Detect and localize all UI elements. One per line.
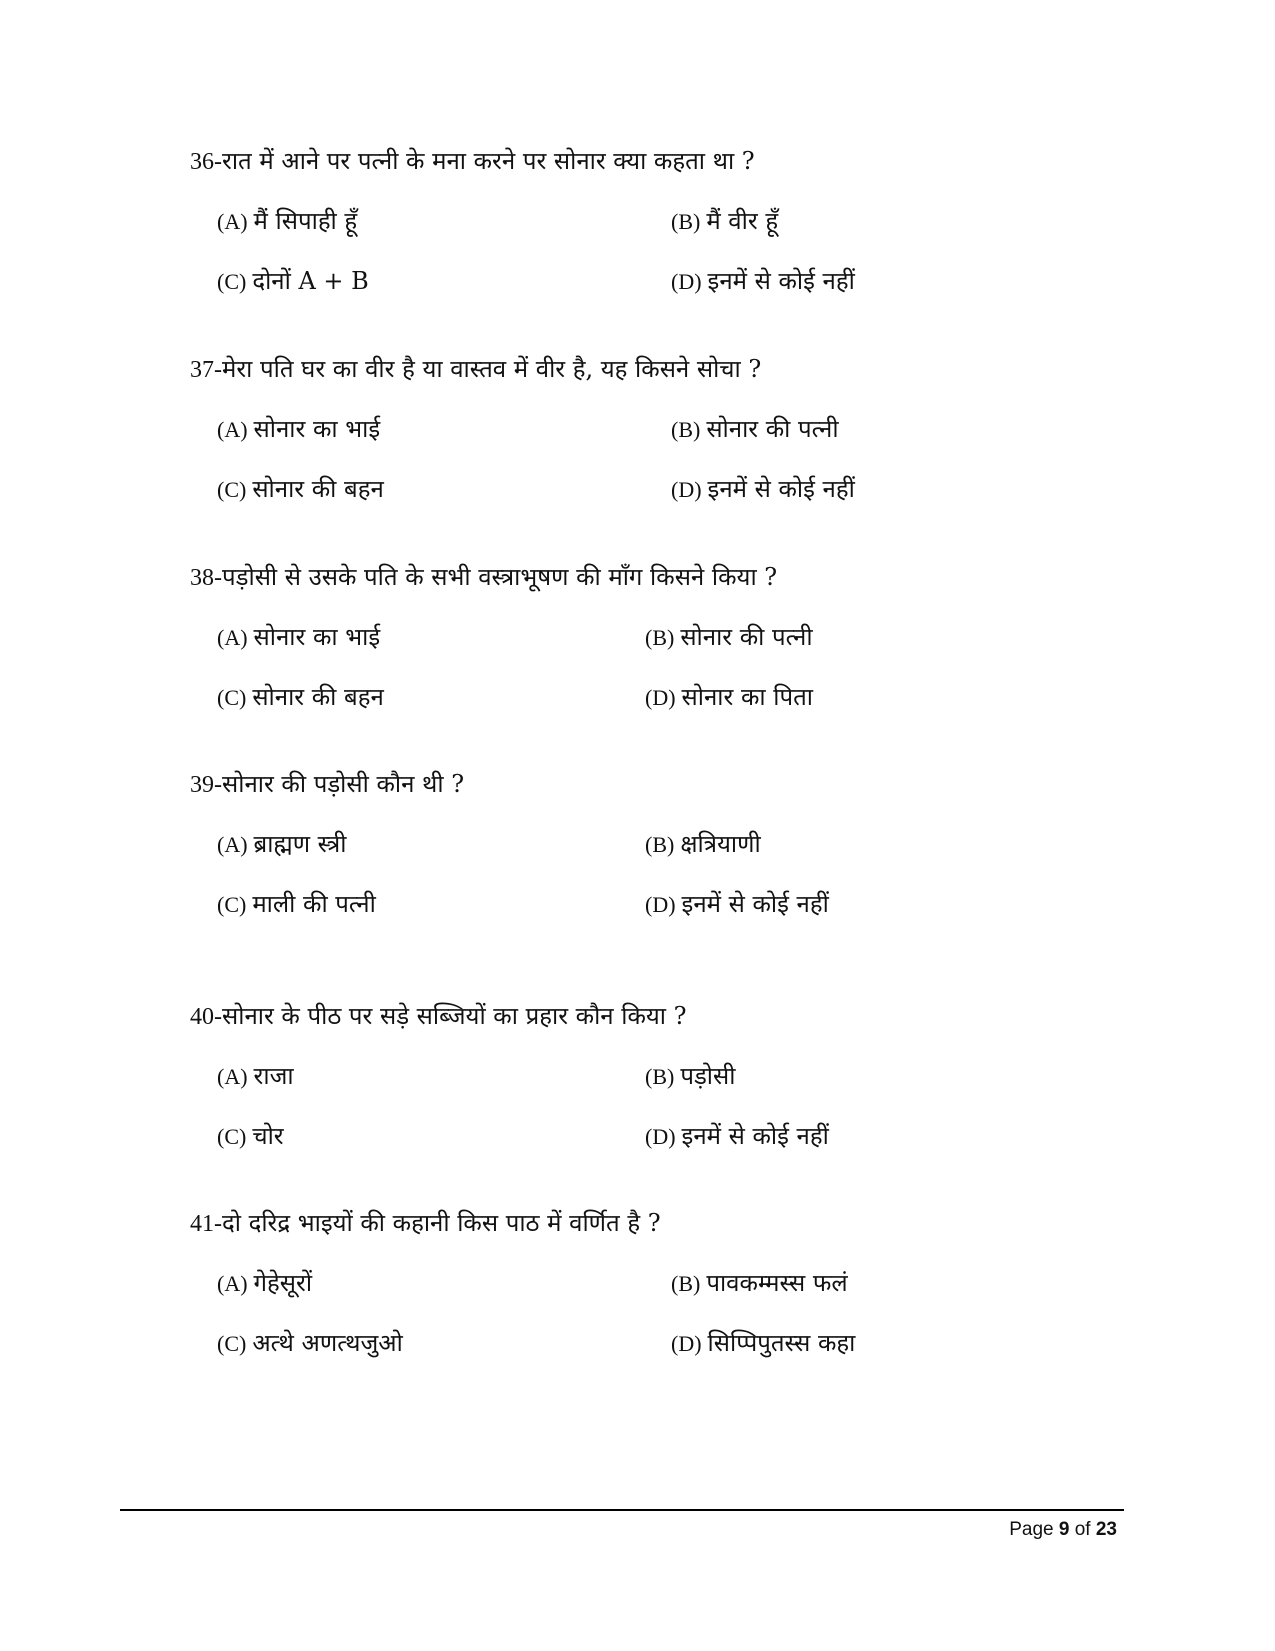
page-prefix: Page	[1009, 1519, 1059, 1540]
option-a	[217, 621, 380, 654]
option-text: गेहेसूरों	[253, 1269, 313, 1297]
option-mark: (A)	[217, 1064, 248, 1089]
option-mark: (D)	[671, 477, 702, 502]
option-mark: (C)	[217, 269, 247, 294]
option-text: मैं वीर हूँ	[706, 207, 779, 235]
option-c	[217, 1120, 284, 1153]
option-text: मैं सिपाही हूँ	[253, 207, 358, 235]
question-text	[190, 145, 755, 178]
option-text: दोनों A + B	[252, 267, 369, 295]
question-number: 40-	[190, 1004, 222, 1030]
option-mark: (B)	[671, 209, 701, 234]
question-body: रात में आने पर पत्नी के मना करने पर सोनार क्या कहता था ?	[222, 147, 755, 175]
option-text: सोनार की पत्नी	[680, 623, 813, 651]
option-text: ब्राह्मण स्त्री	[253, 830, 347, 858]
option-a	[217, 413, 380, 446]
question-number: 37-	[190, 357, 222, 383]
option-mark: (A)	[217, 832, 248, 857]
option-mark: (C)	[217, 892, 247, 917]
option-a	[217, 1060, 294, 1093]
question-text	[190, 1207, 661, 1240]
option-b	[645, 621, 813, 654]
question-body: मेरा पति घर का वीर है या वास्तव में वीर है, यह किसने सोचा ?	[222, 355, 762, 383]
page-number	[1009, 1517, 1117, 1543]
option-text: राजा	[253, 1062, 294, 1090]
option-text: सोनार का भाई	[253, 415, 381, 443]
question-number: 39-	[190, 772, 222, 798]
option-a	[217, 828, 346, 861]
option-text: पावकम्मस्स फलं	[706, 1269, 848, 1297]
option-mark: (B)	[671, 417, 701, 442]
option-mark: (A)	[217, 209, 248, 234]
total-pages: 23	[1095, 1519, 1117, 1540]
question-body: पड़ोसी से उसके पति के सभी वस्त्राभूषण की माँग किसने किया ?	[222, 563, 778, 591]
option-mark: (D)	[645, 1124, 676, 1149]
option-text: अत्थे अणत्थजुओ	[252, 1329, 403, 1357]
option-mark: (C)	[217, 1124, 247, 1149]
question-number: 41-	[190, 1211, 222, 1237]
option-mark: (B)	[645, 1064, 675, 1089]
question-text	[190, 1000, 687, 1033]
option-mark: (D)	[645, 892, 676, 917]
question-text	[190, 353, 761, 386]
question-number: 38-	[190, 565, 222, 591]
option-text: माली की पत्नी	[252, 890, 376, 918]
option-d	[645, 1120, 829, 1153]
option-mark: (B)	[645, 625, 675, 650]
option-d	[645, 888, 829, 921]
option-d	[645, 681, 813, 714]
option-mark: (C)	[217, 685, 247, 710]
option-mark: (A)	[217, 1271, 248, 1296]
option-d	[671, 265, 855, 298]
option-d	[671, 473, 855, 506]
option-text: सोनार की बहन	[252, 683, 384, 711]
option-mark: (B)	[645, 832, 675, 857]
option-b	[645, 1060, 735, 1093]
question-body: सोनार की पड़ोसी कौन थी ?	[222, 770, 465, 798]
option-text: पड़ोसी	[680, 1062, 736, 1090]
question-text	[190, 768, 464, 801]
option-mark: (D)	[671, 269, 702, 294]
option-b	[645, 828, 761, 861]
option-c	[217, 1327, 403, 1360]
question-text	[190, 561, 777, 594]
page-middle: of	[1069, 1519, 1096, 1540]
option-a	[217, 1267, 312, 1300]
current-page: 9	[1058, 1519, 1070, 1540]
question-number: 36-	[190, 149, 222, 175]
option-mark: (B)	[671, 1271, 701, 1296]
option-text: इनमें से कोई नहीं	[681, 890, 829, 918]
option-text: इनमें से कोई नहीं	[707, 267, 855, 295]
option-d	[671, 1327, 855, 1360]
option-text: सोनार का भाई	[253, 623, 381, 651]
option-c	[217, 888, 376, 921]
option-text: क्षत्रियाणी	[680, 830, 761, 858]
option-b	[671, 413, 839, 446]
option-c	[217, 265, 369, 298]
option-mark: (A)	[217, 625, 248, 650]
option-text: इनमें से कोई नहीं	[707, 475, 855, 503]
option-text: सोनार की पत्नी	[706, 415, 839, 443]
option-mark: (C)	[217, 477, 247, 502]
option-mark: (C)	[217, 1331, 247, 1356]
option-text: इनमें से कोई नहीं	[681, 1122, 829, 1150]
option-text: चोर	[252, 1122, 284, 1150]
option-mark: (D)	[645, 685, 676, 710]
question-body: सोनार के पीठ पर सड़े सब्जियों का प्रहार कौन किया ?	[222, 1002, 687, 1030]
option-mark: (A)	[217, 417, 248, 442]
option-text: सोनार का पिता	[681, 683, 813, 711]
question-body: दो दरिद्र भाइयों की कहानी किस पाठ में वर्णित है ?	[222, 1209, 661, 1237]
option-b	[671, 205, 778, 238]
option-c	[217, 681, 384, 714]
option-a	[217, 205, 357, 238]
option-c	[217, 473, 384, 506]
option-b	[671, 1267, 848, 1300]
option-text: सोनार की बहन	[252, 475, 384, 503]
option-mark: (D)	[671, 1331, 702, 1356]
option-text: सिप्पिपुतस्स कहा	[707, 1329, 856, 1357]
footer-divider	[120, 1509, 1124, 1511]
